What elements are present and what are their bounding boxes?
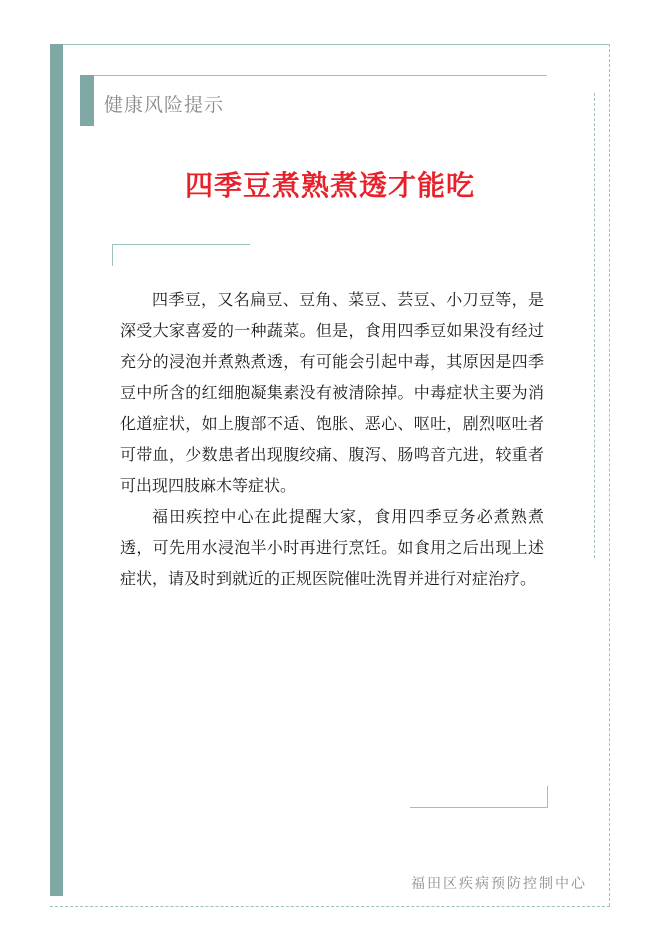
- section-label: 健康风险提示: [104, 94, 225, 116]
- issuing-organization: 福田区疾病预防控制中心: [411, 876, 587, 892]
- header-rule: [94, 75, 547, 76]
- corner-bracket-top-left: [112, 244, 250, 245]
- article-title: 四季豆煮熟煮透才能吃: [184, 169, 475, 202]
- inner-right-dashed-rule: [594, 93, 595, 558]
- top-border-line: [63, 44, 610, 45]
- article-body: [120, 284, 544, 594]
- bottom-dashed-border: [50, 906, 610, 907]
- corner-bracket-bottom-right: [410, 807, 547, 808]
- corner-bracket-top-left-vertical: [112, 244, 113, 266]
- article-paragraph: 福田疾控中心在此提醒大家，食用四季豆务必煮熟煮透，可先用水浸泡半小时再进行烹饪。如食用之后出现上述症状，请及时到就近的正规医院催吐洗胃并进行对症治疗。: [120, 507, 544, 588]
- corner-bracket-bottom-right-vertical: [547, 786, 548, 808]
- article-paragraph: 四季豆，又名扁豆、豆角、菜豆、芸豆、小刀豆等，是深受大家喜爱的一种蔬菜。但是，食用四季豆如果没有经过充分的浸泡并煮熟煮透，有可能会引起中毒，其原因是四季豆中所含的红细胞凝集素没有被清除掉。中毒症状主要为消化道症状，如上腹部不适、饱胀、恶心、呕吐，剧烈呕吐者可带血，少数患者出现腹绞痛、腹泻、肠鸣音亢进，较重者可出现四肢麻木等症状。: [120, 290, 544, 495]
- header-accent-block: [80, 75, 94, 126]
